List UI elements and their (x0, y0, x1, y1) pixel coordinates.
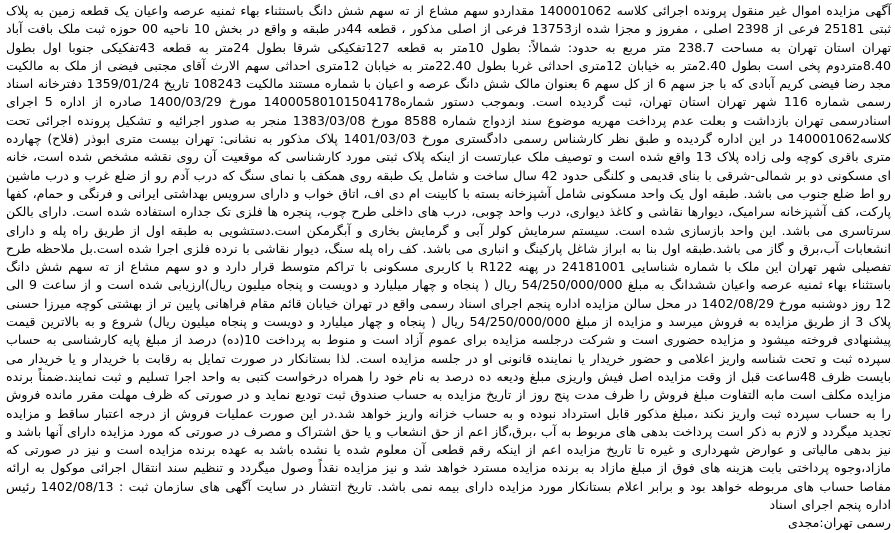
auction-notice-body: آگهی مزایده اموال غیر منقول پرونده اجرائی کلاسه 140001062 مقداردو سهم مشاع از ته سهم شش دانگ باستثناء بهاء ثمنیه عرصه واعیان یک قطعه زمین به پلاک ثبتی 25181 فرعی از 2398 اصلی ، مفروز و مجزا شده از13753 فرعی از اصلی مذکور ، قطعه 44در طبقه و واقع در بخش 10 ناحیه 00 حوزه ثبت ملک بافت آباد تهران استان تهران به مساحت 238.7 متر مربع به حدود: شمالاً: بطول 10متر به قطعه 127تفکیکی شرقا بطول 24متر به قطعه 43تفکیکی جنوبا اول بطول 8.40متردوم پخی است بطول 2.40متر به خیابان 12متری احداثی غربا بطول 22.40متر به خیابان 12متری احداثی سهم الارث آقای مجتبی فیضی از ملک به مالکیت مجد رضا فیضی کریم آبادی که با جز سهم 6 از کل سهم 6 بعنوان مالک شش دانگ عرصه و اعیان با شماره مستند مالکیت 108243 تاریخ 1359/01/24 دفترخانه اسناد رسمی شماره 116 شهر تهران استان تهران، ثبت گردیده است. وبموجب دستور شماره14000580101504178 مورخ 1400/03/29 صادره از اداره 5 اجرای اسنادرسمی تهران بازداشت و بعلت عدم پرداخت مهریه موضوع سند ازدواج شماره 8588 مورخ 1383/03/08 منجر به صدور اجرائیه و تشکیل پرونده اجرائی تحت کلاسه140001062 در این اداره گردیده و طبق نظر کارشناس رسمی دادگستری مورخ 1401/03/03 پلاک مذکور به نشانی: تهران بیست متری ابوذر (فلاح) چهارده متری باقری کوچه ولی زاده پلاک 13 واقع شده است و توصیف ملک عبارتست از اینکه پلاک ثبتی مورد کارشناسی که موقعیت آن روی نقشه مشخص شده است، خانه ای مسکونی دو بر شمالی-شرقی با بنای قدیمی و کلنگی حدود 42 سال ساخت و شامل یک طبقه روی همکف با نمای سنگ که درب آدم رو از ضلع غرب و درب ماشین رو اط ضلع جنوب می باشد. طبقه اول یک واحد مسکونی شامل آشپزخانه بسته با کابینت ام دی اف، اتاق خواب و دارای سرویس بهداشتی ایرانی و فرنگی و حمام، کفها پارکت، کف آشپزخانه سرامیک، دیوارها نقاشی و کاغذ دیواری، درب واحد چوبی، درب های داخلی طرح چوب، پنجره ها فلزی تک جداره استفاده شده است. دارای بالکن سرتاسری می باشد. این واحد بازسازی شده است. سیستم سرمایش کولر آبی و گرمایش بخاری و آبگرمکن است.دستشویی به طبقه اول از طریق راه پله و دارای انشعابات آب،برق و گاز می باشد.طبقه اول بنا به ابراز شاغل پارکینگ و انباری می باشد. کف راه پله سنگ، دیوار نقاشی با نرده فلزی اجرا شده است.بل ملاحظه طرح تفصیلی شهر تهران این ملک با شماره شناسایی 24181001 در پهنه R122 با کاربری مسکونی با تراکم متوسط قرار دارد و دو سهم مشاع از ته سهم شش دانگ باستثناء بهاء ثمنیه عرصه واعیان ششدانگ به مبلغ 54/250/000/000 ریال ( پنجاه و چهار میلیارد و دویست و پنجاه میلیون ریال)ارزیابی شده است و از ساعت 9 الی 12 روز دوشنبه مورخ 1402/08/29 در محل سالن مزایده اداره پنجم اجرای اسناد رسمی واقع در تهران خیابان قائم مقام فراهانی پایین تر از بهشتی کوچه میرزا حسنی پلاک 3 از طریق مزایده به فروش میرسد و مزایده از مبلغ 54/250/000/000 ریال ( پنجاه و چهار میلیارد و دویست و پنجاه میلیون ریال) شروع و به بالاترین قیمت پیشنهادی فروخته میشود و مزایده حضوری است و شرکت درجلسه مزایده برای عموم آزاد است و منوط به پرداخت 10(ده) درصد از مبلغ پایه کارشناسی به حساب سپرده ثبت و تحت شناسه واریز اعلامی و حضور خریدار یا نماینده قانونی او در جلسه مزایده است. لذا بستانکار در صورت تمایل به رقابت با خریدار و یا خریدار می بایست ظرف 48ساعت قبل از وقت مزایده اصل فیش واریزی مبلغ ودیعه ده درصد به نام خود را همراه درخواست کتبی به واحد اجرا تسلیم و ثبت نمایند.ضمناً برنده مزایده مکلف است مابه التفاوت مبلغ فروش را ظرف مدت پنج روز از تاریخ مزایده به حساب صندوق ثبت تودیع نماید و در صورتی که ظرف مهلت مقرر مانده فروش را به حساب سپرده ثبت واریز نکند ،مبلغ مذکور قابل استرداد نبوده و به حساب خزانه واریز خواهد شد.در این صورت عملیات فروش از درجه اعتبار ساقط و مزایده تجدید میگردد و لازم به ذکر است پرداخت بدهی های مربوط به آب ،برق،گاز اعم از حق انشعاب و یا حق اشتراک و مصرف در صورتی که مورد مزایده دارای آنها باشد و نیز بدهی مالیاتی و عوارض شهرداری و غیره تا تاریخ مزایده اعم از اینکه رقم قطعی آن معلوم شده یا نشده باشد به عهده برنده مزایده است و نیز در صورتی که مازاد،وجوه پرداختی بابت هزینه های فوق از مبلغ مازاد به برنده مزایده مسترد خواهد شد و نیز مزایده نقداً وصول میگردد و تنظیم سند انتقال اجرائی موکول به ارائه مفاصا حساب های مربوطه خواهد بود و برابر اعلام بستانکار مورد مزایده دارای بیمه نمی باشد. تاریخ انتشار در سایت آگهی های سازمان ثبت : 1402/08/13 رئیس اداره پنجم اجرای اسناد (6, 3, 892, 513)
auction-notice-signature: رسمی تهران:مجدی (787, 515, 891, 531)
